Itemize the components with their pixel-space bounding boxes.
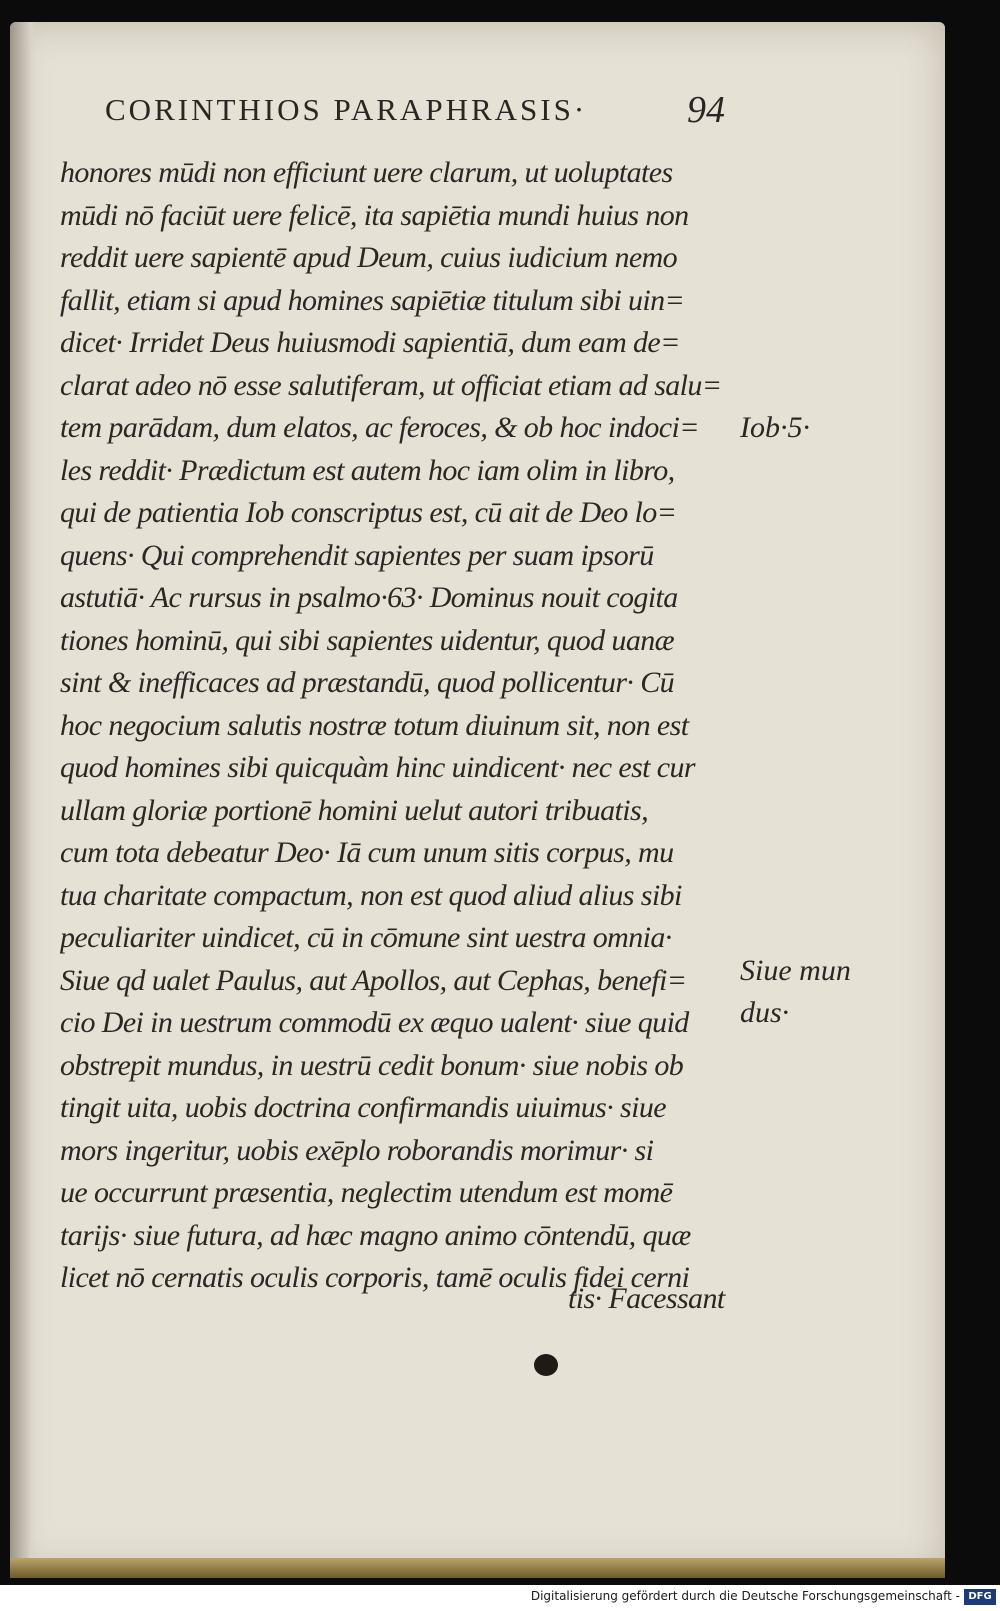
text-line: honores mūdi non efficiunt uere clarum, ut uoluptates (60, 156, 673, 189)
text-line: ue occurrunt præsentia, neglectim utendum est momē (60, 1176, 673, 1209)
text-line: astutiā· Ac rursus in psalmo·63· Dominus nouit cogita (60, 581, 678, 614)
text-line: reddit uere sapientē apud Deum, cuius iudicium nemo (60, 241, 678, 274)
text-line: les reddit· Prædictum est autem hoc iam olim in libro, (60, 453, 675, 487)
text-line: tiones hominū, qui sibi sapientes uidentur, quod uanæ (60, 623, 675, 657)
text-line: tem parādam, dum elatos, ac feroces, & ob hoc indoci= (60, 411, 699, 444)
funding-credit: Digitalisierung gefördert durch die Deutsche Forschungsgemeinschaft - (530, 1589, 960, 1603)
text-line: clarat adeo nō esse salutiferam, ut officiat etiam ad salu= (60, 368, 722, 402)
text-line: quod homines sibi quicquàm hinc uindicent· nec est cur (60, 751, 695, 784)
text-line: Siue qd ualet Paulus, aut Apollos, aut Cephas, benefi= (60, 963, 687, 997)
header-title: CORINTHIOS PARAPHRASIS· (105, 92, 588, 127)
text-line: dicet· Irridet Deus huiusmodi sapientiā, dum eam de= (60, 326, 680, 359)
margin-note-line: dus· (740, 996, 790, 1029)
text-line: ullam gloriæ portionē homini uelut autori tribuatis, (60, 793, 649, 827)
text-line: tua charitate compactum, non est quod aliud alius sibi (60, 878, 682, 912)
text-line: cum tota debeatur Deo· Iā cum unum sitis corpus, mu (60, 836, 674, 869)
text-line: sint & inefficaces ad præstandū, quod pollicentur· Cū (60, 666, 675, 699)
text-line: hoc negocium salutis nostræ totum diuinum sit, non est (60, 708, 689, 742)
text-line: licet nō cernatis oculis corporis, tamē oculis fidei cerni (60, 1261, 690, 1294)
margin-note-job: Iob·5· (740, 411, 810, 444)
page-number: 94 (687, 89, 725, 131)
text-line: quens· Qui comprehendit sapientes per suam ipsorū (60, 538, 654, 572)
ink-blot (534, 1354, 558, 1376)
text-line: fallit, etiam si apud homines sapiētiæ titulum sibi uin= (60, 283, 685, 317)
margin-note-siue (740, 950, 851, 1034)
text-line: mors ingeritur, uobis exēplo roborandis morimur· si (60, 1133, 654, 1167)
page-gutter (10, 22, 36, 1572)
text-line: cio Dei in uestrum commodū ex æquo ualent· siue quid (60, 1006, 689, 1039)
text-line: peculiariter uindicet, cū in cōmune sint uestra omnia· (60, 921, 672, 954)
text-line: mūdi nō faciūt uere felicē, ita sapiētia mundi huius non (60, 198, 689, 232)
text-line: tarijs· siue futura, ad hæc magno animo cōntendū, quæ (60, 1218, 691, 1252)
margin-note-line: Siue mun (740, 954, 851, 987)
footer-bar (0, 1585, 1000, 1611)
text-line: obstrepit mundus, in uestrū cedit bonum· siue nobis ob (60, 1048, 684, 1082)
catchword: tis· Facessant (568, 1282, 725, 1315)
page-bottom-edge (10, 1558, 945, 1578)
dfg-logo: DFG (964, 1589, 996, 1605)
text-line: qui de patientia Iob conscriptus est, cū ait de Deo lo= (60, 496, 677, 529)
text-line: tingit uita, uobis doctrina confirmandis uiuimus· siue (60, 1091, 666, 1124)
running-header (105, 89, 725, 132)
body-text (60, 152, 730, 1300)
